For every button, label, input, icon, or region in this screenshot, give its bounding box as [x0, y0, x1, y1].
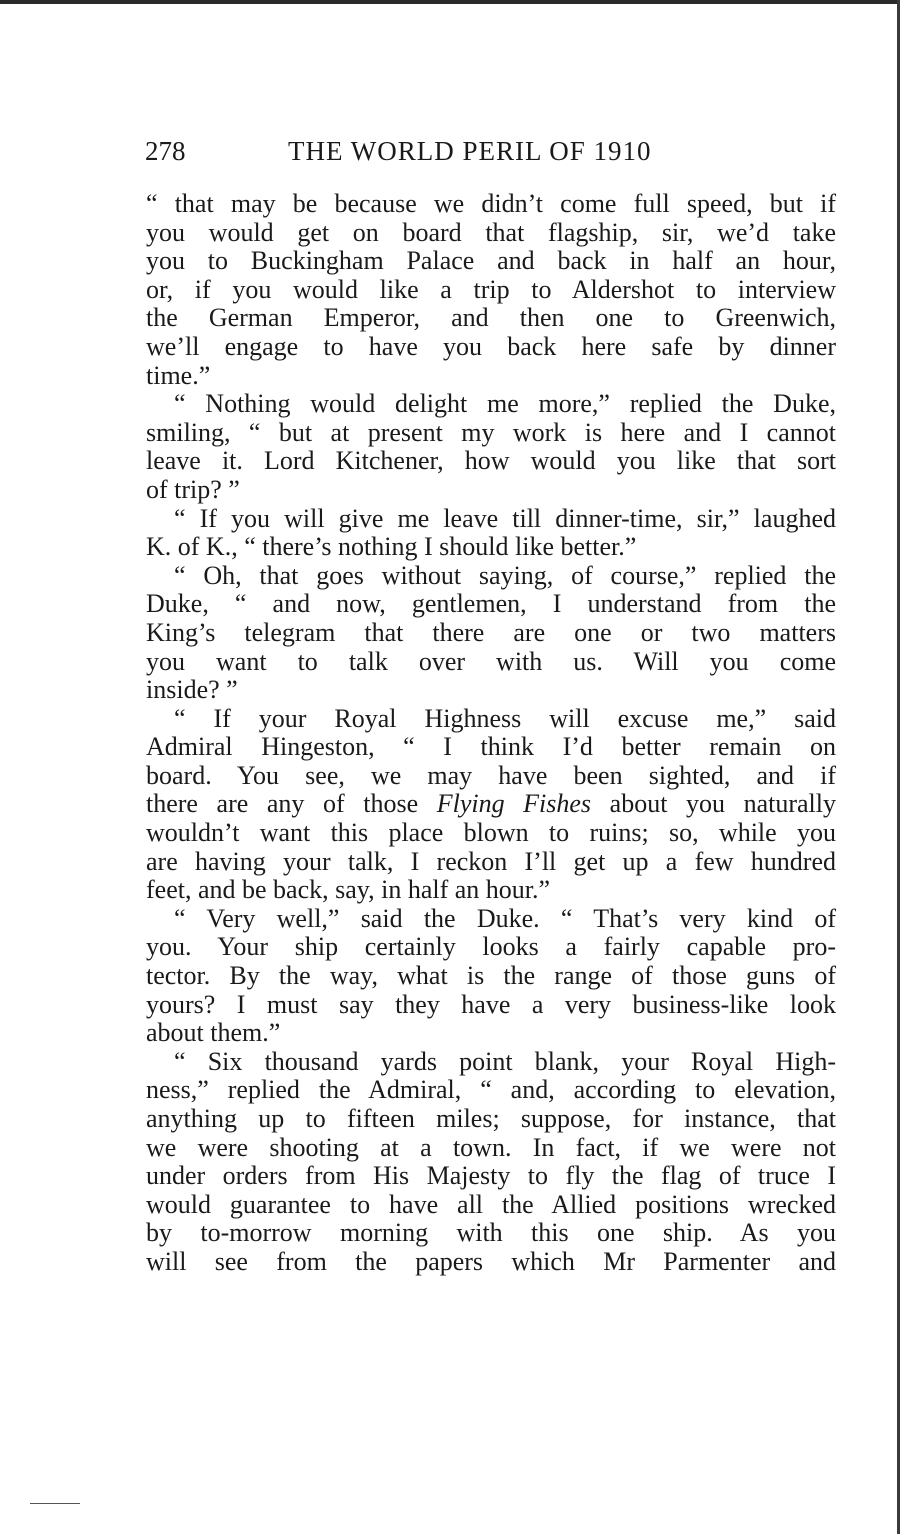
- text-span: there are any of those: [146, 789, 437, 819]
- text-line: you. Your ship certainly looks a fairly capable pro-: [146, 932, 836, 962]
- text-line: “ Oh, that goes without saying, of course,” replied the: [174, 560, 836, 590]
- page-header: [145, 131, 835, 171]
- text-line: ness,” replied the Admiral, “ and, according to elevation,: [146, 1075, 836, 1105]
- text-line: inside? ”: [146, 675, 238, 705]
- text-line: “ Very well,” said the Duke. “ That’s very kind of: [174, 903, 836, 933]
- text-line: you would get on board that flagship, sir, we’d take: [146, 217, 836, 247]
- text-line-with-italic: [146, 790, 836, 819]
- text-line: by to-morrow morning with this one ship. As you: [146, 1218, 836, 1248]
- text-line: board. You see, we may have been sighted, and if: [146, 760, 836, 790]
- italic-ship-name: Flying Fishes: [436, 789, 592, 819]
- text-line: the German Emperor, and then one to Greenwich,: [146, 303, 836, 333]
- text-line: you to Buckingham Palace and back in half an hour,: [146, 246, 836, 276]
- text-line: tector. By the way, what is the range of those guns of: [146, 961, 836, 991]
- body-text: [146, 190, 836, 1277]
- text-line: Admiral Hingeston, “ I think I’d better remain on: [146, 732, 836, 762]
- text-line: or, if you would like a trip to Aldershot to interview: [146, 274, 836, 304]
- text-line: time.”: [146, 360, 211, 390]
- text-line: you want to talk over with us. Will you come: [146, 646, 836, 676]
- text-line: are having your talk, I reckon I’ll get up a few hundred: [146, 846, 836, 876]
- text-line: would guarantee to have all the Allied positions wrecked: [146, 1189, 836, 1219]
- text-line: feet, and be back, say, in half an hour.”: [146, 875, 551, 905]
- text-line: “ Nothing would delight me more,” replied the Duke,: [174, 389, 836, 419]
- text-line: “ If your Royal Highness will excuse me,” said: [174, 703, 836, 733]
- text-line: K. of K., “ there’s nothing I should like better.”: [146, 532, 637, 562]
- text-line: about them.”: [146, 1018, 281, 1048]
- text-line: leave it. Lord Kitchener, how would you like that sort: [146, 446, 836, 476]
- text-line: King’s telegram that there are one or two matters: [146, 617, 836, 647]
- text-line: wouldn’t want this place blown to ruins; so, while you: [146, 818, 836, 848]
- text-line: “ Six thousand yards point blank, your Royal High-: [174, 1046, 836, 1076]
- text-line: we’ll engage to have you back here safe by dinner: [146, 331, 836, 361]
- text-line: “ that may be because we didn’t come full speed, but if: [146, 189, 836, 218]
- text-line: “ If you will give me leave till dinner-time, sir,” laughed: [174, 503, 836, 533]
- text-line: Duke, “ and now, gentlemen, I understand from the: [146, 589, 836, 619]
- text-line: anything up to fifteen miles; suppose, for instance, that: [146, 1104, 836, 1133]
- text-line: will see from the papers which Mr Parmenter and: [146, 1246, 836, 1276]
- text-span: about you naturally: [591, 789, 836, 819]
- text-line: yours? I must say they have a very business-like look: [146, 989, 836, 1019]
- text-line: of trip? ”: [146, 474, 240, 504]
- text-line: smiling, “ but at present my work is here and I cannot: [146, 417, 836, 447]
- top-edge-rule: [0, 0, 900, 4]
- scan-mark: [30, 1503, 80, 1504]
- text-line: under orders from His Majesty to fly the flag of truce I: [146, 1161, 836, 1191]
- text-line: we were shooting at a town. In fact, if we were not: [146, 1132, 836, 1162]
- running-title: THE WORLD PERIL OF 1910: [288, 136, 652, 166]
- page-number: 278: [145, 136, 186, 166]
